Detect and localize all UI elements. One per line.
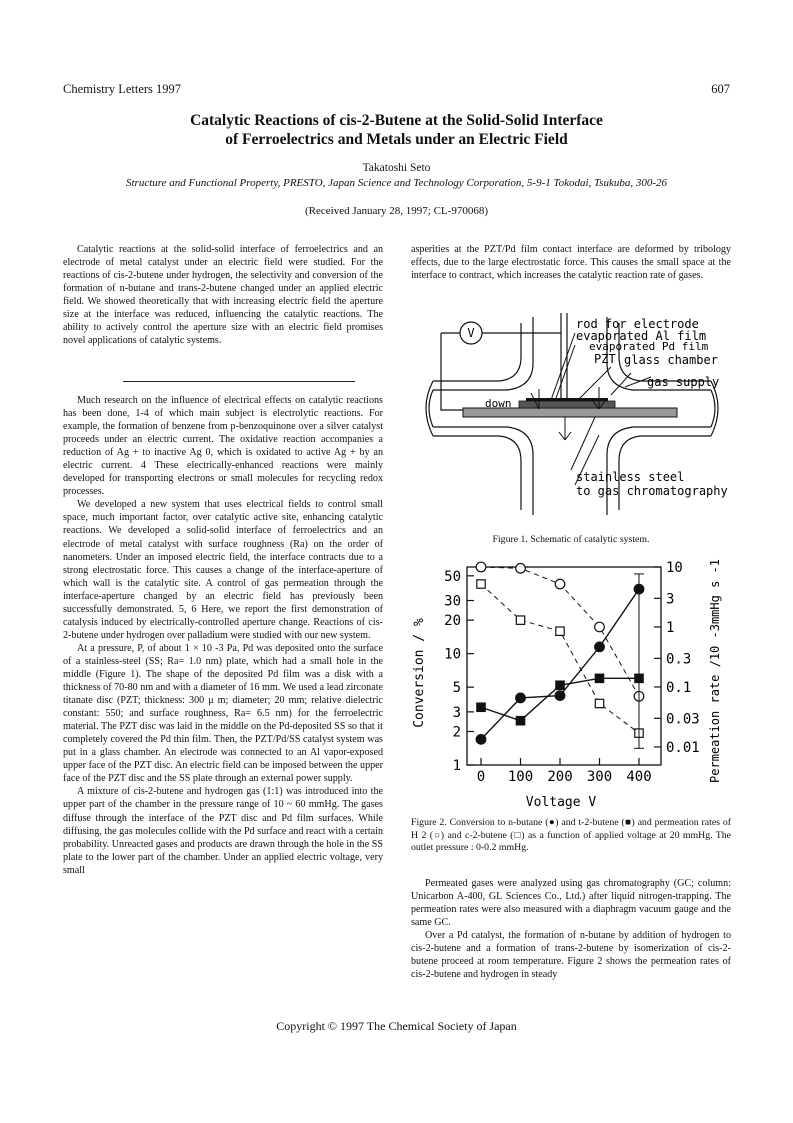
data-point <box>595 642 605 652</box>
data-point <box>516 693 526 703</box>
label-pzt: PZT <box>594 352 616 366</box>
data-point <box>556 681 564 689</box>
title-line-1: Catalytic Reactions of cis-2-Butene at the Solid-Solid Interface <box>190 112 603 129</box>
right-tick-label: 10 <box>666 560 683 576</box>
data-point <box>516 564 526 574</box>
abstract-rule <box>123 381 355 382</box>
figure1-caption: Figure 1. Schematic of catalytic system. <box>492 534 650 545</box>
left-axis-label: Conversion / % <box>412 618 427 728</box>
series-line <box>481 589 639 739</box>
data-point <box>477 703 485 711</box>
right-tick-label: 3 <box>666 591 675 608</box>
data-point <box>477 580 485 588</box>
label-gas-chromatography: to gas chromatography <box>576 484 728 498</box>
figure2-caption: Figure 2. Conversion to n-butane (●) and t-2-butene (■) and permeation rates of H 2 (○) and c-2-butene (□) as a function of applied voltage at 20 mmHg. The outlet pressure : 0-0.2 mmHg. <box>411 817 731 854</box>
body-left-column <box>63 394 383 877</box>
paragraph-analysis: Permeated gases were analyzed using gas chromatography (GC; column: Unicarbon A-400, GL Sciences Co., Ltd.) after liquid nitrogen-trapping. The permeation rates were also measured with a diaphragm vacuum gauge and the same GC. <box>411 878 731 929</box>
data-point <box>556 627 564 635</box>
label-al-film: evaporated Al film <box>576 329 707 343</box>
x-tick-label: 300 <box>586 769 613 785</box>
left-tick-label: 2 <box>452 724 461 741</box>
data-point <box>555 579 565 589</box>
label-stainless-steel: stainless steel <box>576 470 685 484</box>
page-number: 607 <box>711 82 730 96</box>
pd-film <box>526 398 608 401</box>
label-glass-chamber: glass chamber <box>624 353 718 367</box>
left-tick-label: 1 <box>452 758 461 774</box>
right-axis-label: Permeation rate /10 -3mmHg s -1 <box>708 559 722 783</box>
left-tick-label: 10 <box>444 646 461 663</box>
series-line <box>481 584 639 733</box>
left-tick-label: 50 <box>444 568 461 585</box>
paragraph-preparation: At a pressure, P, of about 1 × 10 -3 Pa, Pd was deposited onto the surface of a stainless-steel (SS; Ra= 1.0 nm) plate, which had a small hole in the middle (Figure 1). The shape of the deposited Pd film was a disk with a thickness of 70-80 nm and with a diameter of 16 mm. We used a lead zirconate titanate disc (PZT; thickness: 300 μ m; diameter; 20 mm; relative dielectric constant: 550; and surface roughness, Ra= 6.5 nm) for the ferroelectric material. The PZT disc was laid in the middle on the Pd-deposited SS so that it completely covered the Pd thin film. Then, the PZT/Pd/SS catalyst system was put in a glass chamber. An electrode was connected to an Al vapor-exposed upper face of the PZT disc. An electric field can be imposed between the upper face of the PZT disc and the SS plate through an external power supply. <box>63 642 383 785</box>
data-point <box>476 735 486 745</box>
right-tick-label: 0.3 <box>666 651 692 668</box>
copyright-footer: Copyright © 1997 The Chemical Society of Japan <box>276 1019 517 1033</box>
paragraph-results: Over a Pd catalyst, the formation of n-butane by addition of hydrogen to cis-2-butene and a formation of trans-2-butene by isomerization of cis-2-butene proceed at room temperature. Figure 2 shows the permeation rates of cis-2-butene and hydrogen in steady <box>411 930 731 981</box>
received-line: (Received January 28, 1997; CL-970068) <box>305 205 488 217</box>
data-point <box>595 674 603 682</box>
x-tick-label: 200 <box>547 769 573 785</box>
right-column-bottom <box>411 877 731 981</box>
right-tick-label: 0.01 <box>666 739 700 756</box>
data-point <box>555 691 565 701</box>
data-point <box>595 622 605 632</box>
paragraph-intro: Much research on the influence of electrical effects on catalytic reactions has been done, 1-4 of which main subject is electrolytic reactions. For example, the formation of benzene from p-benzoquinone over a silver catalyst proceeds under an electric current. The oxidative reaction accompanies a reduction of Ag + to inactive Ag 0, which is oxidated to active Ag + by an electric current. 4 These electrically-enhanced reactions were mainly developed for transporting electrons or small molecules for recycling redox processes. <box>63 395 383 498</box>
plot-frame <box>467 567 661 765</box>
voltage-symbol: V <box>467 326 475 340</box>
paper-title <box>0 111 793 149</box>
left-tick-label: 3 <box>452 704 461 721</box>
label-gas-supply: gas supply <box>647 375 720 389</box>
title-line-2: of Ferroelectrics and Metals under an Electric Field <box>225 131 568 148</box>
right-column-top <box>411 243 731 282</box>
left-tick-label: 20 <box>444 613 461 630</box>
x-tick-label: 0 <box>476 769 486 785</box>
label-down: down <box>485 397 512 410</box>
paragraph-continued: asperities at the PZT/Pd film contact interface are deformed by tribology effects, due to the large electrostatic force. This causes the small space at the interface to contract, which increases the catalytic reaction rate of gases. <box>411 244 731 282</box>
data-point <box>595 699 603 707</box>
left-tick-label: 5 <box>452 680 461 697</box>
figure1-schematic <box>411 305 731 527</box>
data-point <box>516 616 524 624</box>
paragraph-procedure: A mixture of cis-2-butene and hydrogen gas (1:1) was introduced into the upper part of the chamber in the pressure range of 10 ~ 60 mmHg. The gases diffuse through the interface of the PZT disc and Pd film surfaces. While diffusing, the gas molecules collide with the Pd surface and react with a certain probability. Unreacted gases and products are drawn through the hole in the SS plate to the lower part of the chamber. Under an applied electric voltage, very small <box>63 786 383 876</box>
left-column <box>63 243 383 347</box>
x-tick-label: 100 <box>507 769 534 785</box>
label-rod: rod for electrode <box>576 317 699 331</box>
x-tick-label: 400 <box>626 769 652 785</box>
author: Takatoshi Seto <box>362 162 431 174</box>
left-tick-label: 30 <box>444 593 461 610</box>
right-tick-label: 0.03 <box>666 711 700 728</box>
affiliation: Structure and Functional Property, PRESTO, Japan Science and Technology Corporation, 5-9-1 Tokodai, Tsukuba, 300-26 <box>125 177 667 189</box>
right-tick-label: 0.1 <box>666 679 692 696</box>
data-point <box>516 716 524 724</box>
right-tick-label: 1 <box>666 619 675 636</box>
label-pd-film: evaporated Pd film <box>589 340 709 353</box>
abstract: Catalytic reactions at the solid-solid interface of ferroelectrics and an electrode of metal catalyst under an electric field were studied. For the reactions of cis-2-butene under hydrogen, the selectivity and conversion of the formation of n-butane and trans-2-butene changed under an applied electric field. We showed theoretically that with increasing electric field the aperture size at the interface was reduced, influencing the catalytic reactions. The ability to actively control the aperture size with an electric field promises novel applications of catalytic systems. <box>63 244 383 347</box>
journal-header: Chemistry Letters 1997 <box>63 82 182 96</box>
paragraph-system: We developed a new system that uses electrical fields to control small space, much important factor, over catalytic active site, enhancing catalytic reactions. We developed a solid-solid interface of ferroelectrics and an electrode of metal catalyst with surface roughness (Ra) on the order of nanometers. Under an imposed electric field, the interface contracts due to a strong electrostatic force. This causes a change of the interface-aperture of which wall is the catalytic site. A control of gas permeation through the interface-aperture changed by an electric field has previously been successfully demonstrated. 5, 6 Here, we report the first demonstration of catalysis induced by electrically-controlled aperture change. Reactions of cis-2-butene under hydrogen over palladium were studied with our new system. <box>63 499 383 641</box>
data-point <box>476 562 486 572</box>
x-axis-label: Voltage V <box>525 795 597 810</box>
figure2-chart <box>411 553 731 813</box>
